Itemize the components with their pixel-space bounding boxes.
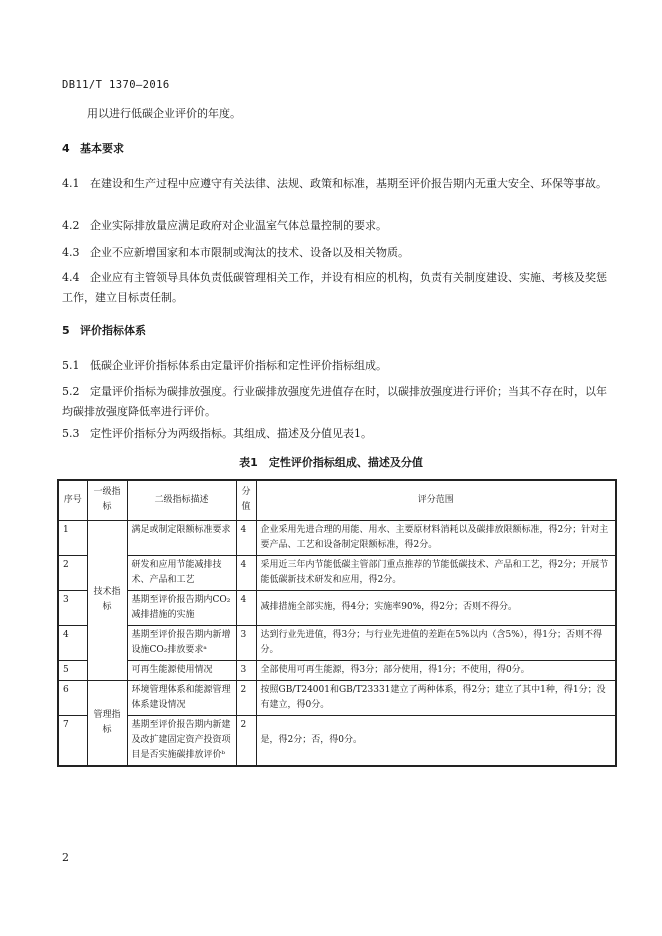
page-number: 2 (62, 851, 69, 864)
clause-text: 企业实际排放量应满足政府对企业温室气体总量控制的要求。 (90, 219, 387, 232)
cell-seq: 3 (58, 590, 87, 625)
cell-desc: 基期至评价报告期内CO₂减排措施的实施 (127, 590, 236, 625)
section-5-number: 5 (62, 324, 70, 337)
clause-number: 4.4 (62, 271, 80, 284)
clause-number: 4.1 (62, 177, 80, 190)
cell-seq: 4 (58, 625, 87, 660)
section-5-title: 评价指标体系 (80, 324, 146, 337)
cell-range: 是，得2分；否，得0分。 (256, 715, 616, 766)
cell-score: 4 (236, 590, 256, 625)
header-score: 分值 (236, 480, 256, 520)
clause-text: 定量评价指标为碳排放强度。行业碳排放强度先进值存在时，以碳排放强度进行评价；当其不存在时，以年均碳排放强度降低率进行评价。 (62, 385, 607, 418)
section-4-number: 4 (62, 142, 70, 155)
table-header-row (58, 480, 616, 520)
clause-number: 4.3 (62, 246, 80, 259)
cell-score: 4 (236, 555, 256, 590)
cell-range: 采用近三年内节能低碳主管部门重点推荐的节能低碳技术、产品和工艺，得2分；开展节能低碳新技术研发和应用，得2分。 (256, 555, 616, 590)
cell-range: 企业采用先进合理的用能、用水、主要原材料消耗以及碳排放限额标准，得2分；针对主要产品、工艺和设备制定限额标准，得2分。 (256, 520, 616, 555)
section-4-heading (62, 139, 607, 159)
cell-range: 减排措施全部实施，得4分；实施率90%，得2分；否则不得分。 (256, 590, 616, 625)
section-4-title: 基本要求 (80, 142, 124, 155)
cell-group-tech: 技术指标 (87, 520, 127, 680)
table-caption: 表1 定性评价指标组成、描述及分值 (239, 456, 423, 469)
cell-desc: 可再生能源使用情况 (127, 660, 236, 680)
standard-code-header: DB11/T 1370—2016 (62, 79, 170, 91)
clause-4-2 (62, 216, 607, 236)
table-row (58, 590, 616, 625)
cell-score: 2 (236, 680, 256, 715)
table-row (58, 715, 616, 766)
clause-5-3 (62, 424, 607, 444)
cell-score: 3 (236, 625, 256, 660)
cell-seq: 1 (58, 520, 87, 555)
cell-range: 达到行业先进值，得3分；与行业先进值的差距在5%以内（含5%），得1分；否则不得分。 (256, 625, 616, 660)
cell-range: 按照GB/T24001和GB/T23331建立了两种体系，得2分；建立了其中1种，得1分；没有建立，得0分。 (256, 680, 616, 715)
clause-text: 企业不应新增国家和本市限制或淘汰的技术、设备以及相关物质。 (90, 246, 409, 259)
cell-score: 3 (236, 660, 256, 680)
cell-seq: 2 (58, 555, 87, 590)
cell-seq: 7 (58, 715, 87, 766)
table-row (58, 625, 616, 660)
cell-desc: 环境管理体系和能源管理体系建设情况 (127, 680, 236, 715)
clause-text: 企业应有主管领导具体负责低碳管理相关工作，并设有相应的机构，负责有关制度建设、实施、考核及奖惩工作，建立目标责任制。 (62, 271, 607, 304)
cell-desc: 满足或制定限额标准要求 (127, 520, 236, 555)
cell-desc: 基期至评价报告期内新建及改扩建固定资产投资项目是否实施碳排放评价ᵇ (127, 715, 236, 766)
clause-text: 定性评价指标分为两级指标。其组成、描述及分值见表1。 (90, 427, 372, 440)
qualitative-indicator-table (57, 479, 617, 767)
clause-4-4 (62, 268, 607, 308)
clause-number: 5.1 (62, 359, 80, 372)
table-row (58, 555, 616, 590)
clause-5-2 (62, 382, 607, 422)
clause-text: 低碳企业评价指标体系由定量评价指标和定性评价指标组成。 (90, 359, 387, 372)
clause-text: 在建设和生产过程中应遵守有关法律、法规、政策和标准，基期至评价报告期内无重大安全、环保等事故。 (90, 177, 607, 190)
header-range: 评分范围 (256, 480, 616, 520)
clause-5-1 (62, 356, 607, 376)
paragraph-intro-tail: 用以进行低碳企业评价的年度。 (87, 107, 241, 120)
cell-score: 4 (236, 520, 256, 555)
cell-desc: 研发和应用节能减排技术、产品和工艺 (127, 555, 236, 590)
table-row (58, 660, 616, 680)
header-level1: 一级指标 (87, 480, 127, 520)
clause-number: 4.2 (62, 219, 80, 232)
clause-4-3 (62, 243, 607, 263)
cell-score: 2 (236, 715, 256, 766)
clause-number: 5.2 (62, 385, 80, 398)
header-seq: 序号 (58, 480, 87, 520)
section-5-heading (62, 321, 607, 341)
clause-number: 5.3 (62, 427, 80, 440)
cell-seq: 6 (58, 680, 87, 715)
cell-seq: 5 (58, 660, 87, 680)
cell-desc: 基期至评价报告期内新增设施CO₂排放要求ᵃ (127, 625, 236, 660)
table-row (58, 680, 616, 715)
clause-4-1 (62, 174, 607, 194)
cell-group-mgmt: 管理指标 (87, 680, 127, 766)
cell-range: 全部使用可再生能源，得3分；部分使用，得1分；不使用，得0分。 (256, 660, 616, 680)
header-level2: 二级指标描述 (127, 480, 236, 520)
table-row (58, 520, 616, 555)
